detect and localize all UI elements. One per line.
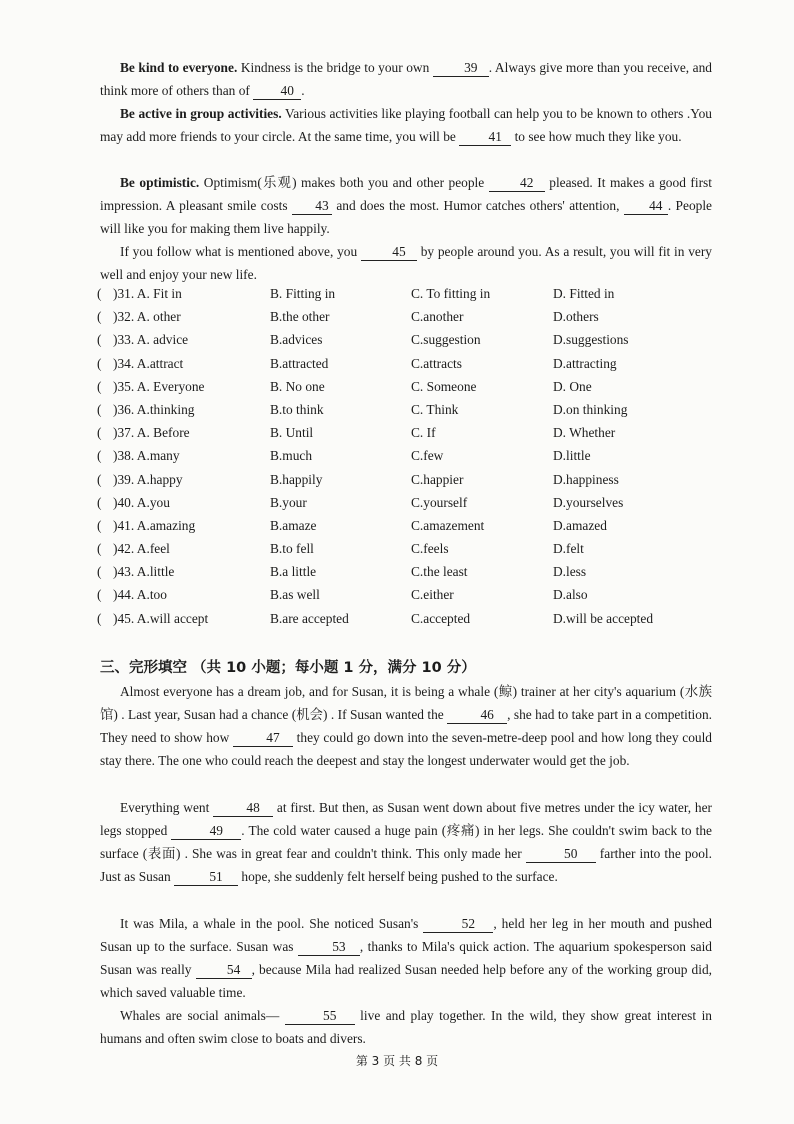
option-c[interactable]: C. Think — [411, 401, 459, 417]
option-d[interactable]: D.suggestions — [553, 332, 629, 348]
option-a[interactable]: )38. A.many — [113, 448, 180, 464]
option-c[interactable]: C.the least — [411, 564, 468, 580]
paragraph-lead: Be optimistic. — [120, 175, 200, 190]
option-d[interactable]: D.on thinking — [553, 401, 628, 417]
option-row — [97, 379, 717, 402]
option-a[interactable]: )44. A.too — [113, 587, 167, 603]
option-a[interactable]: )41. A.amazing — [113, 517, 196, 533]
answer-bracket[interactable]: ( — [97, 517, 102, 533]
blank-50[interactable]: 50 — [526, 846, 596, 863]
option-row — [97, 564, 717, 587]
passage2-paragraph-4: Whales are social animals— 55 live and play together. In the wild, they show great interest in humans and often swim close to boats and divers. — [100, 1008, 712, 1046]
answer-bracket[interactable]: ( — [97, 286, 102, 301]
option-b[interactable]: B.much — [270, 448, 313, 464]
option-c[interactable]: C.feels — [411, 541, 449, 557]
option-d[interactable]: D.others — [553, 309, 599, 325]
page-number: 第 3 页 共 8 页 — [355, 1054, 439, 1068]
option-a[interactable]: )39. A.happy — [113, 471, 183, 487]
option-d[interactable]: D. One — [553, 378, 592, 394]
passage1-paragraph-4: If you follow what is mentioned above, you 45 by people around you. As a result, you will fit in very well and enjoy your new life. — [100, 244, 712, 282]
option-a[interactable]: )35. A. Everyone — [113, 378, 205, 394]
answer-bracket[interactable]: ( — [97, 378, 102, 394]
option-c[interactable]: C.accepted — [411, 610, 471, 626]
option-d[interactable]: D.less — [553, 564, 587, 580]
option-c[interactable]: C.few — [411, 448, 444, 464]
option-b[interactable]: B.a little — [270, 564, 317, 580]
option-b[interactable]: B.as well — [270, 587, 320, 603]
option-row — [97, 402, 717, 425]
answer-bracket[interactable]: ( — [97, 494, 102, 510]
option-row — [97, 518, 717, 541]
blank-53[interactable]: 53 — [298, 939, 360, 956]
option-row — [97, 611, 717, 634]
option-c[interactable]: C.either — [411, 587, 454, 603]
option-c[interactable]: C.suggestion — [411, 332, 481, 348]
answer-bracket[interactable]: ( — [97, 564, 102, 580]
option-row — [97, 448, 717, 471]
paragraph-lead: Be kind to everyone. — [120, 60, 238, 75]
blank-54[interactable]: 54 — [196, 962, 252, 979]
paragraph-lead: Be active in group activities. — [120, 106, 282, 121]
answer-bracket[interactable]: ( — [97, 355, 102, 371]
blank-44[interactable]: 44 — [624, 198, 668, 215]
answer-bracket[interactable]: ( — [97, 448, 102, 464]
answer-bracket[interactable]: ( — [97, 332, 102, 348]
option-a[interactable]: )40. A.you — [113, 494, 170, 510]
option-c[interactable]: C. If — [411, 425, 436, 441]
option-d[interactable]: D.also — [553, 587, 588, 603]
blank-42[interactable]: 42 — [489, 175, 545, 192]
answer-bracket[interactable]: ( — [97, 471, 102, 487]
blank-46[interactable]: 46 — [447, 707, 507, 724]
blank-43[interactable]: 43 — [292, 198, 332, 215]
passage1-paragraph-1: Be kind to everyone. Kindness is the bridge to your own 39 . Always give more than you receive, and think more of others than of 40 . — [100, 60, 712, 98]
blank-55[interactable]: 55 — [285, 1008, 355, 1025]
option-row — [97, 495, 717, 518]
option-a[interactable]: )34. A.attract — [113, 355, 184, 371]
passage2-paragraph-3: It was Mila, a whale in the pool. She noticed Susan's 52 , held her leg in her mouth and pushed Susan up to the surface. Susan was 53 , thanks to Mila's quick action. The aquarium spokesperson said Susan was really 54 , because Mila had realized Susan needed help before any of the working group did, which saved valuable time. — [100, 916, 713, 1000]
option-row — [97, 541, 717, 564]
option-b[interactable]: B.amaze — [270, 517, 317, 533]
option-c[interactable]: C. To fitting in — [411, 286, 491, 301]
option-b[interactable]: B.to think — [270, 401, 324, 417]
answer-bracket[interactable]: ( — [97, 309, 102, 325]
option-c[interactable]: C.amazement — [411, 517, 485, 533]
options-table — [97, 286, 717, 634]
answer-bracket[interactable]: ( — [97, 587, 102, 603]
option-d[interactable]: D.yourselves — [553, 494, 624, 510]
blank-51[interactable]: 51 — [174, 869, 238, 886]
option-row — [97, 356, 717, 379]
option-b[interactable]: B.happily — [270, 471, 323, 487]
option-c[interactable]: C. Someone — [411, 378, 477, 394]
section-title: 三、完形填空 （共 10 小题；每小题 1 分，满分 10 分） — [100, 660, 476, 676]
blank-47[interactable]: 47 — [233, 730, 293, 747]
option-c[interactable]: C.happier — [411, 471, 464, 487]
option-c[interactable]: C.another — [411, 309, 464, 325]
blank-52[interactable]: 52 — [423, 916, 493, 933]
option-d[interactable]: D. Fitted in — [553, 286, 615, 301]
passage2-paragraph-2: Everything went 48 at first. But then, as Susan went down about five metres under the icy water, her legs stopped 49 . The cold water caused a huge pain (疼痛) in her legs. She couldn't swim back to the surface (表面) . She was in great fear and couldn't think. This only made her 50 farther into the pool. Just as Susan 51 hope, she suddenly felt herself being pushed to the surface. — [100, 800, 712, 884]
answer-bracket[interactable]: ( — [97, 541, 102, 557]
blank-40[interactable]: 40 — [253, 83, 301, 100]
answer-bracket[interactable]: ( — [97, 425, 102, 441]
option-d[interactable]: D.happiness — [553, 471, 619, 487]
option-b[interactable]: B. Fitting in — [270, 286, 336, 301]
option-row — [97, 332, 717, 355]
option-a[interactable]: )32. A. other — [113, 309, 181, 325]
blank-45[interactable]: 45 — [361, 244, 417, 261]
option-row — [97, 472, 717, 495]
option-d[interactable]: D.attracting — [553, 355, 617, 371]
option-d[interactable]: D.will be accepted — [553, 610, 654, 626]
option-b[interactable]: B.attracted — [270, 355, 329, 371]
blank-39[interactable]: 39 — [433, 60, 489, 77]
option-d[interactable]: D.amazed — [553, 517, 607, 533]
option-b[interactable]: B. No one — [270, 378, 325, 394]
option-c[interactable]: C.attracts — [411, 355, 462, 371]
option-d[interactable]: D. Whether — [553, 425, 616, 441]
option-a[interactable]: )31. A. Fit in — [113, 286, 182, 301]
option-a[interactable]: )43. A.little — [113, 564, 175, 580]
passage1-paragraph-2: Be active in group activities. Various activities like playing football can help you to be known to others .You may add more friends to your circle. At the same time, you will be 41 to see how much they like you. — [100, 106, 712, 144]
option-a[interactable]: )36. A.thinking — [113, 401, 195, 417]
blank-49[interactable]: 49 — [171, 823, 241, 840]
option-d[interactable]: D.little — [553, 448, 591, 464]
passage1-paragraph-3: Be optimistic. Optimism(乐观) makes both you and other people 42 pleased. It makes a good first impression. A pleasant smile costs 43 and does the most. Humor catches others' attention, 44 . People will like you for making them live happily. — [100, 175, 712, 236]
option-b[interactable]: B.your — [270, 494, 307, 510]
blank-48[interactable]: 48 — [213, 800, 273, 817]
option-row — [97, 425, 717, 448]
answer-bracket[interactable]: ( — [97, 610, 102, 626]
blank-41[interactable]: 41 — [459, 129, 511, 146]
option-row — [97, 286, 717, 309]
option-b[interactable]: B.to fell — [270, 541, 314, 557]
option-b[interactable]: B.are accepted — [270, 610, 349, 626]
option-a[interactable]: )37. A. Before — [113, 425, 190, 441]
passage2-paragraph-1: Almost everyone has a dream job, and for Susan, it is being a whale (鲸) trainer at her city's aquarium (水族馆) . Last year, Susan had a chance (机会) . If Susan wanted the 46 , she had to take part in a competition. They need to show how 47 they could go down into the seven-metre-deep pool and how long they could stay there. The one who could reach the deepest and stay the longest underwater would get the job. — [100, 684, 712, 768]
option-b[interactable]: B.advices — [270, 332, 323, 348]
option-a[interactable]: )45. A.will accept — [113, 610, 209, 626]
option-a[interactable]: )33. A. advice — [113, 332, 189, 348]
answer-bracket[interactable]: ( — [97, 401, 102, 417]
option-b[interactable]: B.the other — [270, 309, 330, 325]
option-row — [97, 587, 717, 610]
option-a[interactable]: )42. A.feel — [113, 541, 170, 557]
option-c[interactable]: C.yourself — [411, 494, 468, 510]
option-b[interactable]: B. Until — [270, 425, 314, 441]
option-row — [97, 309, 717, 332]
option-d[interactable]: D.felt — [553, 541, 584, 557]
